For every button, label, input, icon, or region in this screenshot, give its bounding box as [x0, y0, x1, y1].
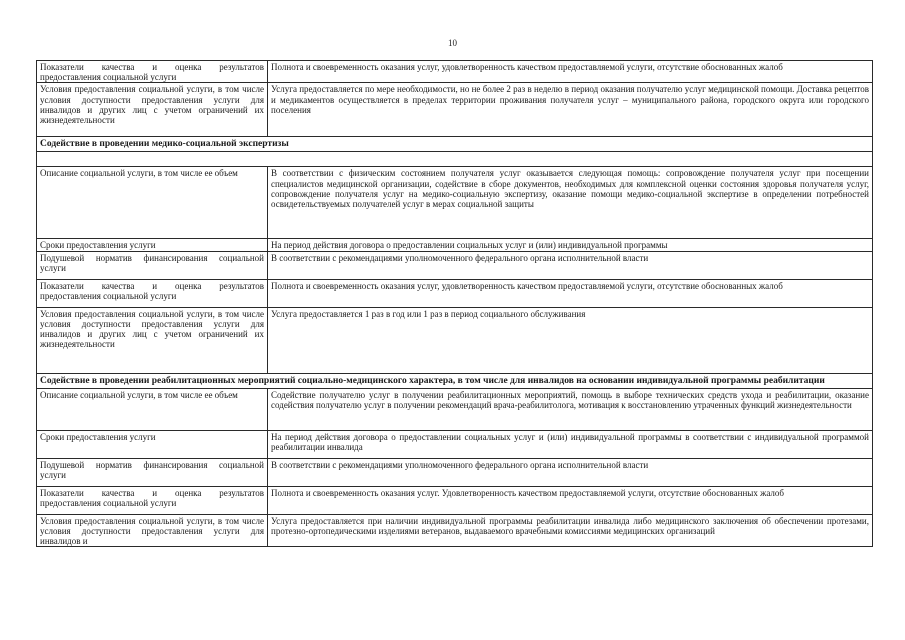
blank-row	[37, 152, 873, 167]
table-row	[37, 388, 873, 430]
row-value: Услуга предоставляется при наличии индивидуальной программы реабилитации инвалида либо медицинского заключения об обеспечении протезами, протезно-ортопедическими изделиями ветеранов, выдаваемого врачебными комиссиями медицинских организаций	[268, 514, 873, 547]
table-row	[37, 239, 873, 251]
table-row	[37, 167, 873, 239]
table-row	[37, 307, 873, 373]
row-label: Описание социальной услуги, в том числе ее объем	[37, 388, 268, 430]
table-row	[37, 83, 873, 137]
row-value: Содействие получателю услуг в получении реабилитационных мероприятий, помощь в выборе технических средств ухода и реабилитации, оказание содействия получателю услуг в получении рекомендаций врача-реабилитолога, мотивация к восстановлению утраченных функций жизнедеятельности	[268, 388, 873, 430]
row-value: Полнота и своевременность оказания услуг, удовлетворенность качеством предоставляемой услуги, отсутствие обоснованных жалоб	[268, 279, 873, 307]
section-header	[37, 137, 873, 152]
row-label: Описание социальной услуги, в том числе ее объем	[37, 167, 268, 239]
table-row	[37, 430, 873, 458]
row-value: В соответствии с рекомендациями уполномоченного федерального органа исполнительной власти	[268, 251, 873, 279]
row-value: Услуга предоставляется по мере необходимости, но не более 2 раз в неделю в период оказания получателю услуг медицинской помощи. Доставка рецептов и медикаментов осуществляется в пределах территории проживания получателя услуг – муниципального района, городского округа или городского поселения	[268, 83, 873, 137]
row-label: Условия предоставления социальной услуги, в том числе условия доступности предоставления услуги для инвалидов и других лиц с учетом ограничений их жизнедеятельности	[37, 83, 268, 137]
row-value: На период действия договора о предоставлении социальных услуг и (или) индивидуальной программы в соответствии с индивидуальной программой реабилитации инвалида	[268, 430, 873, 458]
row-label: Подушевой норматив финансирования социальной услуги	[37, 251, 268, 279]
table-row	[37, 514, 873, 547]
table-row	[37, 251, 873, 279]
row-label: Условия предоставления социальной услуги, в том числе условия доступности предоставления услуги для инвалидов и других лиц с учетом ограничений их жизнедеятельности	[37, 307, 268, 373]
blank-cell	[37, 152, 873, 167]
row-value: В соответствии с рекомендациями уполномоченного федерального органа исполнительной власти	[268, 458, 873, 486]
page-number: 10	[448, 38, 457, 48]
row-label: Условия предоставления социальной услуги, в том числе условия доступности предоставления услуги для инвалидов и	[37, 514, 268, 547]
row-label: Сроки предоставления услуги	[37, 239, 268, 251]
services-table	[36, 60, 873, 547]
row-label: Подушевой норматив финансирования социальной услуги	[37, 458, 268, 486]
row-value: В соответствии с физическим состоянием получателя услуг оказывается следующая помощь: сопровождение получателя услуг при посещении специалистов медицинской организации, содействие в сборе документов, необходимых для комплексной оценки состояния здоровья получателя услуг, сопровождение получателя услуг на медико-социальную экспертизу, оказание помощи медико-социальной экспертизе в определении потребностей освидетельствуемых получателей услуг в мерах социальной защиты	[268, 167, 873, 239]
table-row	[37, 486, 873, 514]
row-label: Показатели качества и оценка результатов предоставления социальной услуги	[37, 61, 268, 83]
section-title: Содействие в проведении реабилитационных мероприятий социально-медицинского характера, в том числе для инвалидов на основании индивидуальной программы реабилитации	[37, 373, 873, 388]
services-table-body	[37, 61, 873, 547]
row-value: Услуга предоставляется 1 раз в год или 1 раз в период социального обслуживания	[268, 307, 873, 373]
section-header	[37, 373, 873, 388]
section-title: Содействие в проведении медико-социальной экспертизы	[37, 137, 873, 152]
row-value: Полнота и своевременность оказания услуг. Удовлетворенность качеством предоставляемой услуги, отсутствие обоснованных жалоб	[268, 486, 873, 514]
row-label: Показатели качества и оценка результатов предоставления социальной услуги	[37, 279, 268, 307]
table-row	[37, 279, 873, 307]
table-row	[37, 458, 873, 486]
document-table-container	[36, 60, 872, 547]
row-label: Показатели качества и оценка результатов предоставления социальной услуги	[37, 486, 268, 514]
table-row	[37, 61, 873, 83]
row-value: Полнота и своевременность оказания услуг, удовлетворенность качеством предоставляемой услуги, отсутствие обоснованных жалоб	[268, 61, 873, 83]
row-label: Сроки предоставления услуги	[37, 430, 268, 458]
row-value: На период действия договора о предоставлении социальных услуг и (или) индивидуальной программы	[268, 239, 873, 251]
